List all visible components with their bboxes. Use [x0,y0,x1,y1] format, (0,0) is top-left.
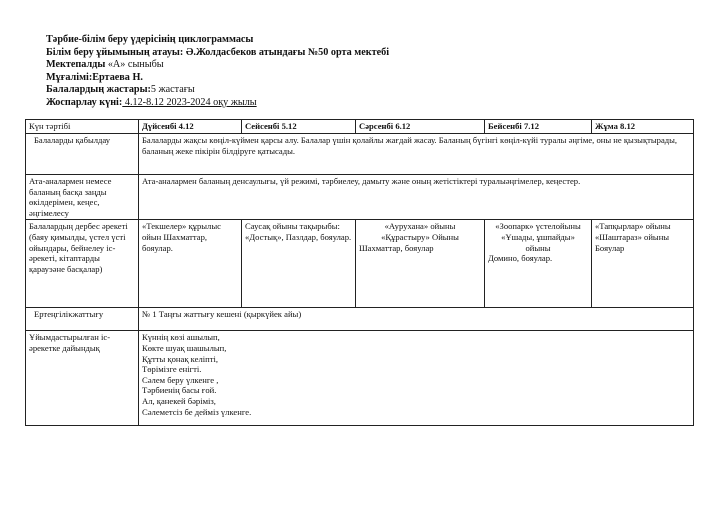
poem-line: Көкте шуақ шашылып, [142,342,227,353]
play-monday: «Текшелер» құрылыс ойын Шахматтар, бояулар. [139,220,242,308]
poem-line: Төрімізге енігті. [142,364,202,375]
group-line: Мектепалды «А» сыныбы [46,59,164,71]
cyclogram-table [25,119,694,426]
row-label-exercise: Ертеңгіліκжаттығу [26,308,139,331]
row-label-play: Балалардың дербес әрекеті (баяу қимылды, үстел үсті ойындары, бейнелеу іс- әрекеті, кітаптарды қарауэәне басқалар) [26,220,139,308]
header-cell-tuesday: Сейсенбі 5.12 [242,120,356,134]
doc-title: Тәрбие-білім беру үдерісінің циклограммасы [46,34,254,45]
period-line: Жоспарлау күні: 4.12-8.12 2023-2024 оқу жылы [46,96,257,108]
header-cell-friday: Жұма 8.12 [592,120,694,134]
poem-line: Сәлеметсіз бе дейміз үлкенге. [142,406,252,417]
table-row-exercise [26,308,694,331]
prep-poem [139,331,694,426]
row-label-welcome: Балаларды қабылдау [26,134,139,175]
poem-line: Тәрбиенің басы ғой. [142,385,217,396]
header-cell-monday: Дүйсенбі 4.12 [139,120,242,134]
table-row-prep [26,331,694,426]
row-label-prep: Ұйымдастырылған іс-әрекетке дайындық [26,331,139,426]
play-friday: «Тапқырлар» ойыны «Шаштараз» ойыны Бояулар [592,220,694,308]
table-row-welcome [26,134,694,175]
play-thursday: «Зоопарк» үстелойыны «Ұшады, ұшпайды» ойыны Домино, бояулар. [485,220,592,308]
poem-line: Күннің көзі ашылып, [142,332,220,343]
header-cell-wednesday: Сәрсенбі 6.12 [356,120,485,134]
table-header-row [26,120,694,134]
org-line: Білім беру ұйымының атауы: Ә.Жолдасбеков атындағы №50 орта мектебі [46,46,390,58]
poem-line: Құтты қонақ келіпті, [142,353,219,364]
table-row-play [26,220,694,308]
row-label-parents: Ата-аналармен немесе баланың басқа заңды өкілдерімен, кеңес, әңгімелесу [26,175,139,220]
parents-text: Ата-аналармен баланың денсаулығы, үй режимі, тәрбиелеу, дамыту және оның жетістіктері туралыәңгімелер, кеңестер. [139,175,694,220]
document-header [46,34,389,110]
play-tuesday: Саусақ ойыны тақырыбы: «Достық», Пазлдар, бояулар. [242,220,356,308]
play-wednesday: «Аурухана» ойыны «Құрастыру» Ойыны Шахматтар, бояулар [356,220,485,308]
age-line: Балалардың жастары:5 жастағы [46,84,195,96]
poem-line: Сәлем беру үлкенге , [142,374,219,385]
exercise-text: № 1 Таңғы жаттығу кешені (қыркүйек айы) [139,308,694,331]
welcome-text: Балаларды жақсы көңіл-күймен қарсы алу. Балалар үшін қолайлы жағдай жасау. Баланың бүгінгі көңіл-күйі туралы әңгіме, оны не қызықтырады, баланың жеке пікірін білдіруге қатысады. [139,134,694,175]
header-cell-schedule: Күн тәртібі [26,120,139,134]
header-cell-thursday: Бейсенбі 7.12 [485,120,592,134]
poem-line: Ал, қанекей бәріміз, [142,395,216,406]
teacher-line: Мұғалімі:Ертаева Н. [46,71,143,83]
table-row-parents [26,175,694,220]
